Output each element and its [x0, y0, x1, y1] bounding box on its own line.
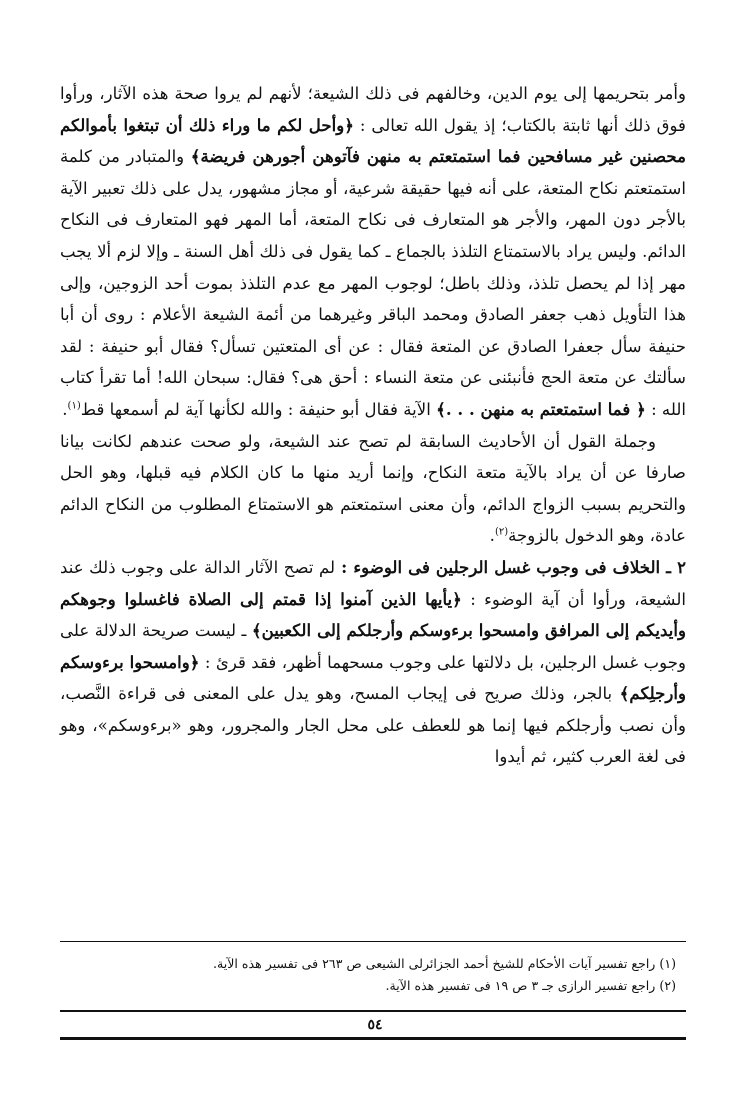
footnote-ref-2: (٢) — [494, 526, 509, 538]
body-text — [60, 78, 686, 773]
paragraph-3-text-a: لم تصح الآثار الدالة على وجوب ذلك عند الشيعة، ورأوا أن آية الوضوء : — [60, 557, 686, 609]
paragraph-3-text-c: بالجر، وذلك صريح فى إيجاب المسح، وهو يدل على المعنى فى قراءة النَّصب، وأن نصب وأرجلكم فيها إنما هو للعطف على محل الجار والمجرور، وهو «برءوسكم»، وهو فى لغة العرب كثير، ثم أيدوا — [60, 684, 686, 767]
paragraph-1-text-c: الآية فقال أبو حنيفة : والله لكأنها آية لم أسمعها قط — [80, 399, 437, 419]
footnote-separator — [60, 941, 686, 942]
paragraph-2-text: وجملة القول أن الأحاديث السابقة لم تصح عند الشيعة، ولو صحت عندهم لكانت بيانا صارفا عن أن يراد بالآية متعة النكاح، وإنما أريد منها ما كان الكلام فيه قبلها، وهو الحل والتحريم بسبب الزواج الدائم، وأن معنى استمتعتم هو الاستمتاع المطلوب من النكاح الدائم عادة، وهو الدخول بالزوجة — [60, 431, 686, 546]
paragraph-2-end: . — [489, 526, 495, 546]
paragraph-1-end: . — [62, 399, 68, 419]
quran-verse-excerpt: ﴿ فما استمتعتم به منهن . . .﴾ — [436, 398, 646, 419]
quran-verse-nisa-24: ﴿وأحل لكم ما وراء ذلك أن تبتغوا بأموالكم محصنين غير مسافحين فما استمتعتم به منهن فآتوهن أجورهن فريضة﴾ — [60, 114, 686, 167]
quran-verse-reading: ﴿وامسحوا برءوسكم وأرجلِكم﴾ — [60, 651, 686, 704]
paragraph-3 — [60, 552, 686, 773]
paragraph-1-text-a: وأمر بتحريمها إلى يوم الدين، وخالفهم فى ذلك الشيعة؛ لأنهم لم يروا صحة هذه الآثار، ورأوا فوق ذلك أنها ثابتة بالكتاب؛ إذ يقول الله تعالى : — [60, 84, 686, 135]
paragraph-3-text-b: ـ ليست صريحة الدلالة على وجوب غسل الرجلين، بل دلالتها على وجوب مسحهما أظهر، فقد قرئ : — [60, 621, 686, 672]
footnote-ref-1: (١) — [67, 400, 81, 412]
footer-rule-top — [60, 1010, 686, 1012]
footer-rule-bottom — [60, 1037, 686, 1040]
footnote-2: (٢) راجع تفسير الرازى جـ ٣ ص ١٩ فى تفسير هذه الآية. — [385, 978, 676, 993]
paragraph-1 — [60, 78, 686, 426]
section-heading: ٢ ـ الخلاف فى وجوب غسل الرجلين فى الوضوء : — [335, 556, 686, 577]
paragraph-1-text-b: والمتبادر من كلمة استمتعتم نكاح المتعة، على أنه فيها حقيقة شرعية، أو مجاز مشهور، يدل على ذلك تعبير الآية بالأجر دون المهر، والأجر هو المتعارف فى نكاح المتعة، أما المهر فهو المتعارف فى النكاح الدائم. وليس يراد بالاستمتاع التلذذ بالجماع ـ كما يقول فى ذلك أهل السنة ـ وإلا لزم ألا يجب مهر إذا لم يحصل تلذذ، وذلك باطل؛ لوجوب المهر مع عدم التلذذ بموت أحد الزوجين، وإلى هذا التأويل ذهب جعفر الصادق ومحمد الباقر وغيرهما من أئمة الشيعة الأعلام : روى أن أبا حنيفة سأل جعفرا الصادق عن المتعة فقال : عن أى المتعتين تسأل؟ فقال أبو حنيفة : لقد سألتك عن متعة الحج فأنبئنى عن متعة النساء : أحق هى؟ فقال: سبحان الله! أما تقرأ كتاب الله : — [60, 147, 686, 419]
footnotes — [60, 953, 686, 997]
quran-verse-maida-6: ﴿يأيها الذين آمنوا إذا قمتم إلى الصلاة فاغسلوا وجوهكم وأيديكم إلى المرافق وامسحوا برءوسكم وأرجلكم إلى الكعبين﴾ — [60, 588, 687, 641]
page-number: ٥٤ — [367, 1017, 383, 1033]
footnote-1: (١) راجع تفسير آيات الأحكام للشيخ أحمد الجزائرلى الشيعى ص ٢٦٣ فى تفسير هذه الآية. — [212, 956, 676, 971]
paragraph-2 — [60, 426, 686, 552]
